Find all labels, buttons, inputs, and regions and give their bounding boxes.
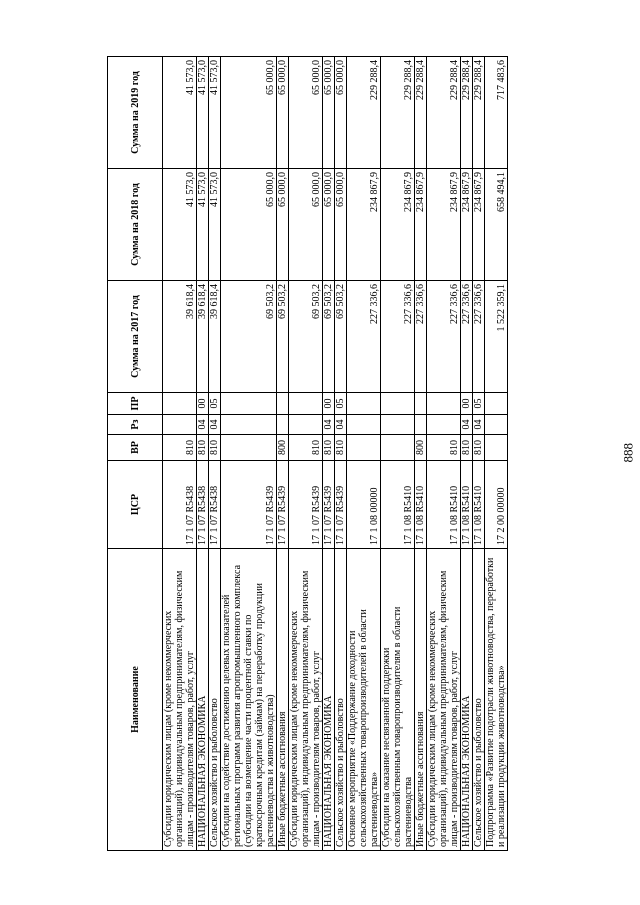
cell-vr: 810	[289, 435, 323, 461]
cell-name: Субсидии юридическим лицам (кроме некоммерческих организаций), индивидуальным предпринимателям, физическим лицам - производителям товаров, работ, услуг	[163, 549, 197, 851]
cell-name: Сельское хозяйство и рыболовство	[473, 549, 485, 851]
table-row	[289, 57, 323, 851]
table-row	[473, 57, 485, 851]
cell-sum-2019: 229 288,4	[461, 57, 473, 169]
cell-csr: 17 1 07 R5438	[197, 461, 209, 549]
cell-rz	[381, 415, 415, 435]
cell-csr: 17 1 07 R5439	[289, 461, 323, 549]
cell-name: Субсидии на содействие достижению целевых показателей региональных программ развития агропромышленного комплекса (субсидии на возмещение части процентной ставки по краткосрочным кредитам (займам) на переработку продукции растениеводства и животноводства)	[221, 549, 277, 851]
cell-sum-2017: 227 336,6	[427, 281, 461, 393]
cell-sum-2017: 39 618,4	[197, 281, 209, 393]
header-name: Наименование	[108, 549, 163, 851]
cell-rz	[347, 415, 381, 435]
cell-rz	[427, 415, 461, 435]
cell-sum-2019: 41 573,0	[163, 57, 197, 169]
cell-vr: 810	[473, 435, 485, 461]
cell-csr: 17 2 00 00000	[485, 461, 508, 549]
cell-csr: 17 1 08 R5410	[381, 461, 415, 549]
table-row	[485, 57, 508, 851]
cell-sum-2019: 65 000,0	[335, 57, 347, 169]
cell-sum-2017: 227 336,6	[473, 281, 485, 393]
cell-sum-2018: 65 000,0	[289, 169, 323, 281]
cell-pr: 00	[461, 393, 473, 415]
cell-sum-2017: 39 618,4	[163, 281, 197, 393]
cell-pr	[289, 393, 323, 415]
cell-vr: 810	[335, 435, 347, 461]
cell-vr	[347, 435, 381, 461]
cell-sum-2018: 41 573,0	[197, 169, 209, 281]
cell-sum-2017: 227 336,6	[347, 281, 381, 393]
cell-vr	[221, 435, 277, 461]
cell-csr: 17 1 08 R5410	[415, 461, 427, 549]
cell-pr	[485, 393, 508, 415]
cell-name: Иные бюджетные ассигнования	[277, 549, 289, 851]
cell-sum-2019: 65 000,0	[277, 57, 289, 169]
cell-sum-2018: 65 000,0	[277, 169, 289, 281]
header-vr: ВР	[108, 435, 163, 461]
table-row	[335, 57, 347, 851]
cell-vr	[485, 435, 508, 461]
cell-rz	[277, 415, 289, 435]
cell-sum-2018: 41 573,0	[209, 169, 221, 281]
cell-rz	[163, 415, 197, 435]
cell-name: Сельское хозяйство и рыболовство	[335, 549, 347, 851]
cell-name: Основное мероприятие «Поддержание доходности сельскохозяйственных товаропроизводителей в области растениеводства»	[347, 549, 381, 851]
cell-name: Подпрограмма «Развитие подотрасли животноводства, переработки и реализации продукции животноводства»	[485, 549, 508, 851]
cell-sum-2018: 234 867,9	[461, 169, 473, 281]
cell-sum-2019: 229 288,4	[415, 57, 427, 169]
cell-sum-2018: 65 000,0	[323, 169, 335, 281]
cell-pr	[381, 393, 415, 415]
cell-sum-2017: 227 336,6	[415, 281, 427, 393]
cell-rz	[415, 415, 427, 435]
cell-rz: 04	[323, 415, 335, 435]
cell-sum-2018: 234 867,9	[473, 169, 485, 281]
cell-csr: 17 1 07 R5439	[277, 461, 289, 549]
table-row	[163, 57, 197, 851]
cell-rz: 04	[209, 415, 221, 435]
cell-pr: 05	[473, 393, 485, 415]
rotated-table-container	[107, 57, 557, 851]
cell-sum-2017: 227 336,6	[381, 281, 415, 393]
table-header-row	[108, 57, 163, 851]
cell-pr	[427, 393, 461, 415]
cell-csr: 17 1 08 R5410	[427, 461, 461, 549]
cell-vr: 810	[427, 435, 461, 461]
table-row	[381, 57, 415, 851]
cell-vr: 810	[197, 435, 209, 461]
header-sum-2018: Сумма на 2018 год	[108, 169, 163, 281]
cell-vr: 810	[163, 435, 197, 461]
cell-name: Иные бюджетные ассигнования	[415, 549, 427, 851]
cell-sum-2018: 234 867,9	[415, 169, 427, 281]
cell-csr: 17 1 08 R5410	[461, 461, 473, 549]
cell-sum-2017: 69 503,2	[277, 281, 289, 393]
cell-sum-2017: 69 503,2	[335, 281, 347, 393]
cell-sum-2018: 65 000,0	[335, 169, 347, 281]
header-csr: ЦСР	[108, 461, 163, 549]
cell-sum-2017: 39 618,4	[209, 281, 221, 393]
cell-pr	[347, 393, 381, 415]
cell-sum-2018: 41 573,0	[163, 169, 197, 281]
header-pr: ПР	[108, 393, 163, 415]
table-row	[461, 57, 473, 851]
cell-vr: 810	[323, 435, 335, 461]
cell-name: НАЦИОНАЛЬНАЯ ЭКОНОМИКА	[323, 549, 335, 851]
table-row	[197, 57, 209, 851]
cell-sum-2019: 229 288,4	[381, 57, 415, 169]
cell-csr: 17 1 07 R5438	[209, 461, 221, 549]
cell-pr	[415, 393, 427, 415]
table-row	[323, 57, 335, 851]
cell-vr: 800	[277, 435, 289, 461]
cell-sum-2019: 41 573,0	[209, 57, 221, 169]
cell-name: НАЦИОНАЛЬНАЯ ЭКОНОМИКА	[197, 549, 209, 851]
cell-vr: 800	[415, 435, 427, 461]
cell-sum-2017: 69 503,2	[323, 281, 335, 393]
cell-pr: 00	[323, 393, 335, 415]
cell-csr: 17 1 07 R5439	[335, 461, 347, 549]
cell-rz	[289, 415, 323, 435]
cell-name: Субсидии юридическим лицам (кроме некоммерческих организаций), индивидуальным предпринимателям, физическим лицам - производителям товаров, работ, услуг	[289, 549, 323, 851]
cell-name: НАЦИОНАЛЬНАЯ ЭКОНОМИКА	[461, 549, 473, 851]
cell-rz: 04	[473, 415, 485, 435]
cell-csr: 17 1 07 R5439	[323, 461, 335, 549]
cell-rz	[485, 415, 508, 435]
cell-sum-2019: 717 483,6	[485, 57, 508, 169]
cell-sum-2019: 65 000,0	[221, 57, 277, 169]
cell-vr: 810	[461, 435, 473, 461]
cell-sum-2019: 65 000,0	[323, 57, 335, 169]
cell-csr: 17 1 07 R5438	[163, 461, 197, 549]
cell-sum-2019: 229 288,4	[473, 57, 485, 169]
cell-sum-2018: 234 867,9	[381, 169, 415, 281]
table-body	[163, 57, 508, 851]
cell-sum-2019: 41 573,0	[197, 57, 209, 169]
table-row	[209, 57, 221, 851]
cell-pr	[277, 393, 289, 415]
budget-table	[107, 56, 508, 851]
cell-sum-2019: 229 288,4	[427, 57, 461, 169]
cell-pr	[163, 393, 197, 415]
cell-pr	[221, 393, 277, 415]
table-row	[221, 57, 277, 851]
table-row	[415, 57, 427, 851]
cell-pr: 00	[197, 393, 209, 415]
cell-csr: 17 1 08 R5410	[473, 461, 485, 549]
cell-csr: 17 1 07 R5439	[221, 461, 277, 549]
page-number: 888	[620, 443, 635, 463]
cell-sum-2017: 1 522 359,1	[485, 281, 508, 393]
header-rz: Рз	[108, 415, 163, 435]
cell-sum-2019: 65 000,0	[289, 57, 323, 169]
cell-rz	[221, 415, 277, 435]
cell-vr: 810	[209, 435, 221, 461]
cell-sum-2018: 234 867,9	[347, 169, 381, 281]
cell-pr: 05	[335, 393, 347, 415]
cell-sum-2018: 65 000,0	[221, 169, 277, 281]
cell-sum-2017: 227 336,6	[461, 281, 473, 393]
cell-sum-2018: 658 494,1	[485, 169, 508, 281]
cell-sum-2017: 69 503,2	[221, 281, 277, 393]
cell-sum-2018: 234 867,9	[427, 169, 461, 281]
cell-rz: 04	[197, 415, 209, 435]
table-row	[347, 57, 381, 851]
cell-rz: 04	[461, 415, 473, 435]
cell-csr: 17 1 08 00000	[347, 461, 381, 549]
cell-name: Субсидии на оказание несвязанной поддержки сельскохозяйственным товаропроизводителям в области растениеводства	[381, 549, 415, 851]
cell-name: Сельское хозяйство и рыболовство	[209, 549, 221, 851]
table-row	[427, 57, 461, 851]
header-sum-2019: Сумма на 2019 год	[108, 57, 163, 169]
cell-sum-2017: 69 503,2	[289, 281, 323, 393]
cell-name: Субсидии юридическим лицам (кроме некоммерческих организаций), индивидуальным предпринимателям, физическим лицам - производителям товаров, работ, услуг	[427, 549, 461, 851]
cell-pr: 05	[209, 393, 221, 415]
header-sum-2017: Сумма на 2017 год	[108, 281, 163, 393]
cell-rz: 04	[335, 415, 347, 435]
table-row	[277, 57, 289, 851]
cell-vr	[381, 435, 415, 461]
cell-sum-2019: 229 288,4	[347, 57, 381, 169]
